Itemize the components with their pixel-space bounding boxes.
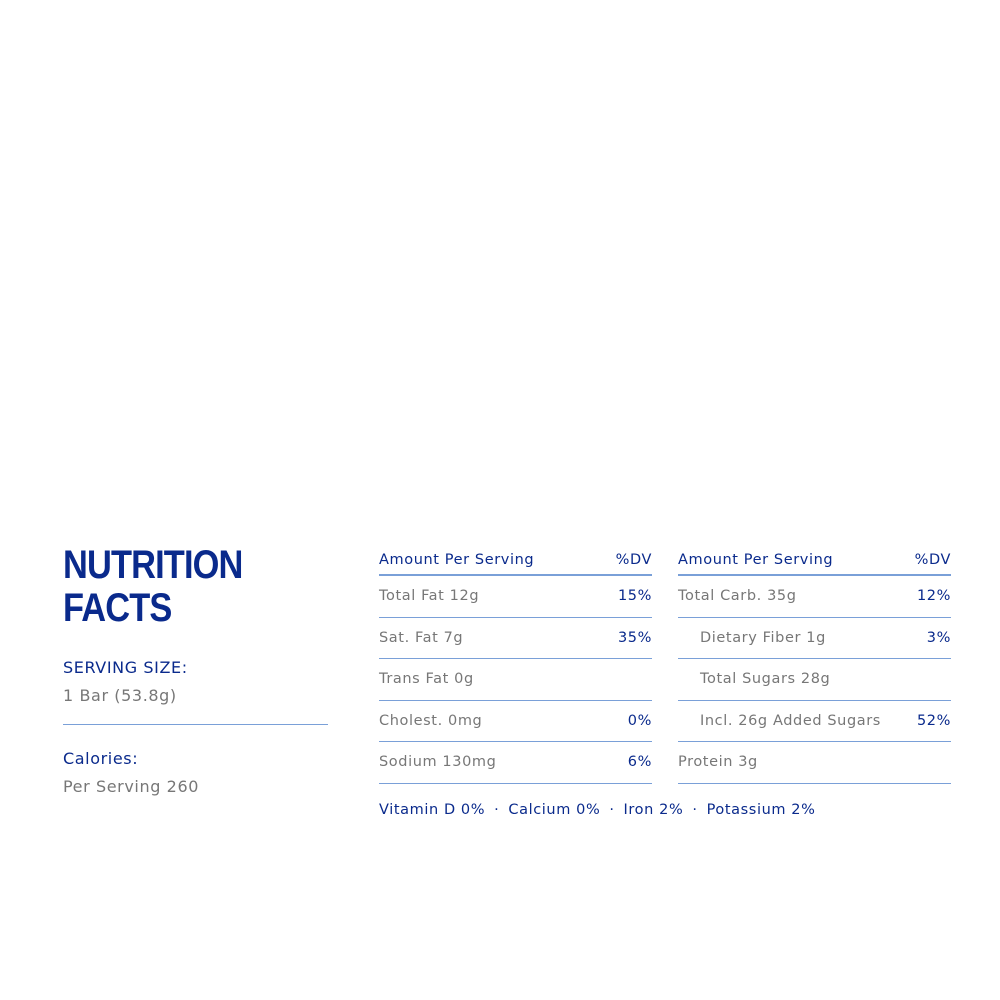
nutrient-dv: 12% [916,588,951,605]
amount-per-serving-header: Amount Per Serving [678,551,834,568]
nutrient-name: Total Carb. 35g [678,588,797,605]
nutrient-name: Sodium 130mg [379,754,497,771]
nutrient-name: Dietary Fiber 1g [700,629,826,646]
table-row [379,742,652,784]
nutrient-name: Incl. 26g Added Sugars [700,712,881,729]
separator-dot: · [692,802,698,818]
nutrient-name: Total Fat 12g [379,588,480,605]
table-row [678,742,951,784]
nutrient-dv: 0% [627,712,652,729]
vitamin-d-value: Vitamin D 0% [379,802,486,818]
iron-value: Iron 2% [623,802,684,818]
nutrient-dv: 15% [617,588,652,605]
table-row [379,576,652,618]
nutrient-name: Protein 3g [678,754,758,771]
nutrition-summary [63,544,328,798]
separator-dot: · [494,802,500,818]
divider [63,724,328,725]
nutrient-name: Cholest. 0mg [379,712,483,729]
table-row [678,659,951,701]
table-header [678,545,951,576]
nutrient-name: Trans Fat 0g [379,671,474,688]
vitamins-line [379,802,816,818]
table-row [379,618,652,660]
table-row [678,576,951,618]
calcium-value: Calcium 0% [508,802,601,818]
dv-header: %DV [615,551,652,568]
nutrient-name: Total Sugars 28g [700,671,831,688]
amount-per-serving-header: Amount Per Serving [379,551,535,568]
nutrient-dv: 3% [926,629,951,646]
nutrient-table-right [678,545,951,784]
nutrient-table-left [379,545,652,784]
title-line-2: FACTS [63,586,172,630]
potassium-value: Potassium 2% [706,802,816,818]
separator-dot: · [609,802,615,818]
nutrient-name: Sat. Fat 7g [379,629,464,646]
title-line-1: NUTRITION [63,543,243,587]
nutrient-dv: 6% [627,754,652,771]
calories-label: Calories: [63,749,139,768]
serving-size-label: SERVING SIZE: [63,658,188,677]
page-title [63,544,321,630]
serving-size-value: 1 Bar (53.8g) [63,686,177,705]
dv-header: %DV [914,551,951,568]
table-row [678,618,951,660]
calories-value: Per Serving 260 [63,777,199,796]
nutrient-dv: 35% [617,629,652,646]
table-row [678,701,951,743]
table-header [379,545,652,576]
table-row [379,701,652,743]
table-row [379,659,652,701]
nutrient-dv: 52% [916,712,951,729]
